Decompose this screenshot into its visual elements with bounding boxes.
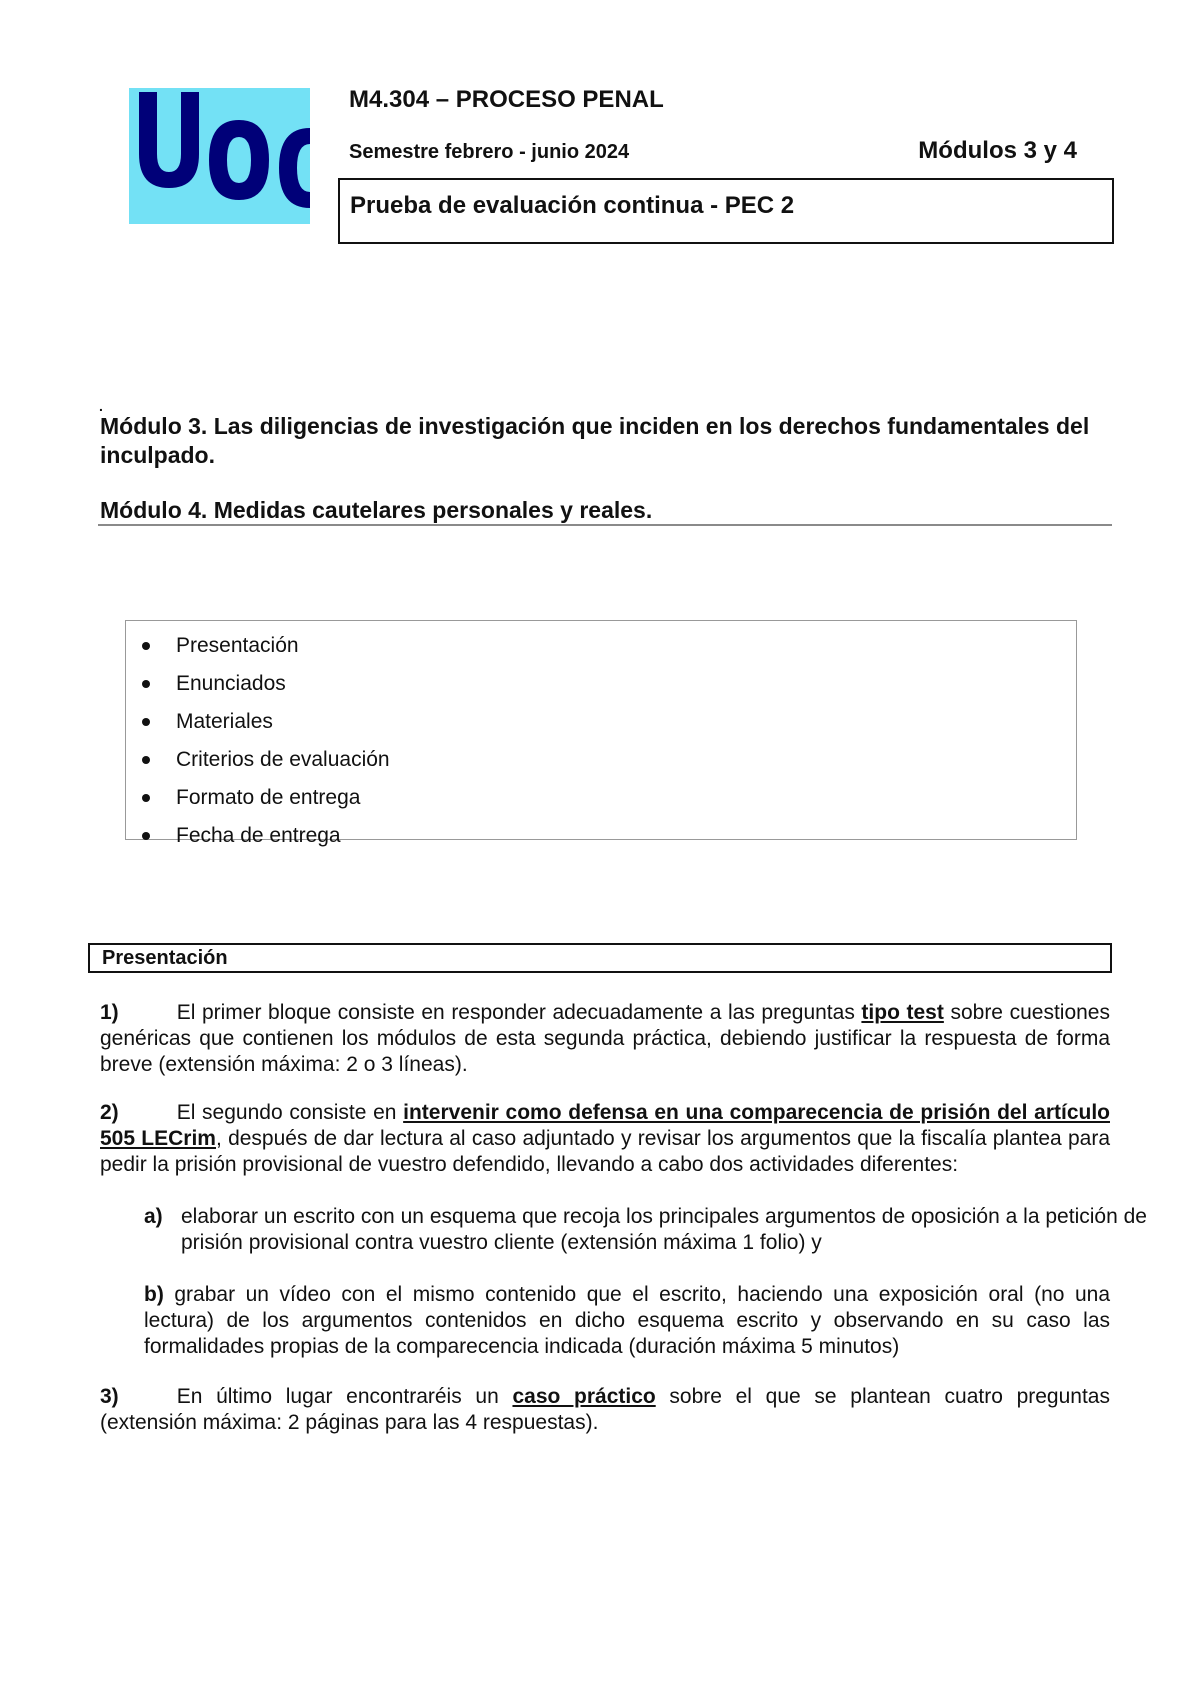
pec-title-box <box>338 178 1114 244</box>
item-a-text: elaborar un escrito con un esquema que recoja los principales argumentos de oposición a la petición de prisión provisional contra vuestro cliente (extensión máxima 1 folio) y <box>181 1205 1147 1254</box>
stray-dot: . <box>99 398 103 414</box>
contents-item <box>138 741 390 779</box>
paragraph-3-emphasis: caso práctico <box>512 1385 656 1408</box>
paragraph-3 <box>100 1384 1110 1436</box>
paragraph-1 <box>100 1000 1110 1078</box>
section-divider <box>98 524 1112 526</box>
uoc-logo <box>129 88 310 224</box>
contents-item-label: Enunciados <box>176 672 286 695</box>
presentation-heading: Presentación <box>102 947 228 969</box>
contents-box <box>125 620 1077 847</box>
paragraph-2-emphasis: intervenir como defensa en una comparecencia de prisión del artículo 505 LECrim <box>100 1101 1110 1150</box>
course-code: M4.304 – PROCESO PENAL <box>349 86 664 113</box>
paragraph-1-number: 1) <box>100 1001 119 1024</box>
bullet-icon <box>142 756 150 764</box>
contents-item-label: Formato de entrega <box>176 786 361 809</box>
item-b-text: grabar un vídeo con el mismo contenido que el escrito, haciendo una exposición oral (no una lectura) de los argumentos contenidos en dicho esquema escrito y observando en su caso las formalidades propias de la comparecencia indicada (duración máxima 5 minutos) <box>144 1283 1110 1358</box>
paragraph-2-text-post: , después de dar lectura al caso adjuntado y revisar los argumentos que la fiscalía plantea para pedir la prisión provisional de vuestro defendido, llevando a cabo dos actividades diferentes: <box>100 1127 1110 1176</box>
item-b-label: b) <box>144 1283 164 1306</box>
paragraph-3-number: 3) <box>100 1385 119 1408</box>
bullet-icon <box>142 832 150 840</box>
contents-list <box>138 627 390 855</box>
contents-item <box>138 665 390 703</box>
paragraph-1-text-pre: El primer bloque consiste en responder adecuadamente a las preguntas <box>176 1001 862 1024</box>
bullet-icon <box>142 642 150 650</box>
item-a <box>144 1204 1147 1256</box>
semester-label: Semestre febrero - junio 2024 <box>349 141 630 163</box>
module-4-title: Módulo 4. Medidas cautelares personales y reales. <box>100 497 653 523</box>
paragraph-2-text-pre: El segundo consiste en <box>176 1101 404 1124</box>
paragraph-1-emphasis: tipo test <box>861 1001 944 1024</box>
module-3-title: Módulo 3. Las diligencias de investigación que inciden en los derechos fundamentales del inculpado. <box>100 413 1090 468</box>
bullet-icon <box>142 794 150 802</box>
paragraph-2 <box>100 1100 1110 1178</box>
contents-item-label: Fecha de entrega <box>176 824 341 847</box>
contents-item-label: Criterios de evaluación <box>176 748 390 771</box>
contents-item-label: Presentación <box>176 634 299 657</box>
contents-item <box>138 779 390 817</box>
bullet-icon <box>142 718 150 726</box>
paragraph-3-text-post: sobre el que se plantean cuatro preguntas (extensión máxima: 2 páginas para las 4 respuestas). <box>100 1385 1110 1434</box>
bullet-icon <box>142 680 150 688</box>
item-a-label: a) <box>144 1205 163 1228</box>
paragraph-1-text-post: sobre cuestiones genéricas que contienen los módulos de esta segunda práctica, debiendo justificar la respuesta de forma breve (extensión máxima: 2 o 3 líneas). <box>100 1001 1110 1076</box>
contents-item <box>138 627 390 665</box>
contents-item-label: Materiales <box>176 710 273 733</box>
contents-item <box>138 817 390 855</box>
paragraph-2-number: 2) <box>100 1101 119 1124</box>
uoc-logo-mark <box>129 88 310 224</box>
paragraph-3-text-pre: En último lugar encontraréis un <box>176 1385 513 1408</box>
contents-item <box>138 703 390 741</box>
pec-title: Prueba de evaluación continua - PEC 2 <box>350 192 795 219</box>
presentation-heading-box <box>88 943 1112 973</box>
modules-label: Módulos 3 y 4 <box>918 137 1077 164</box>
item-b <box>144 1282 1110 1360</box>
